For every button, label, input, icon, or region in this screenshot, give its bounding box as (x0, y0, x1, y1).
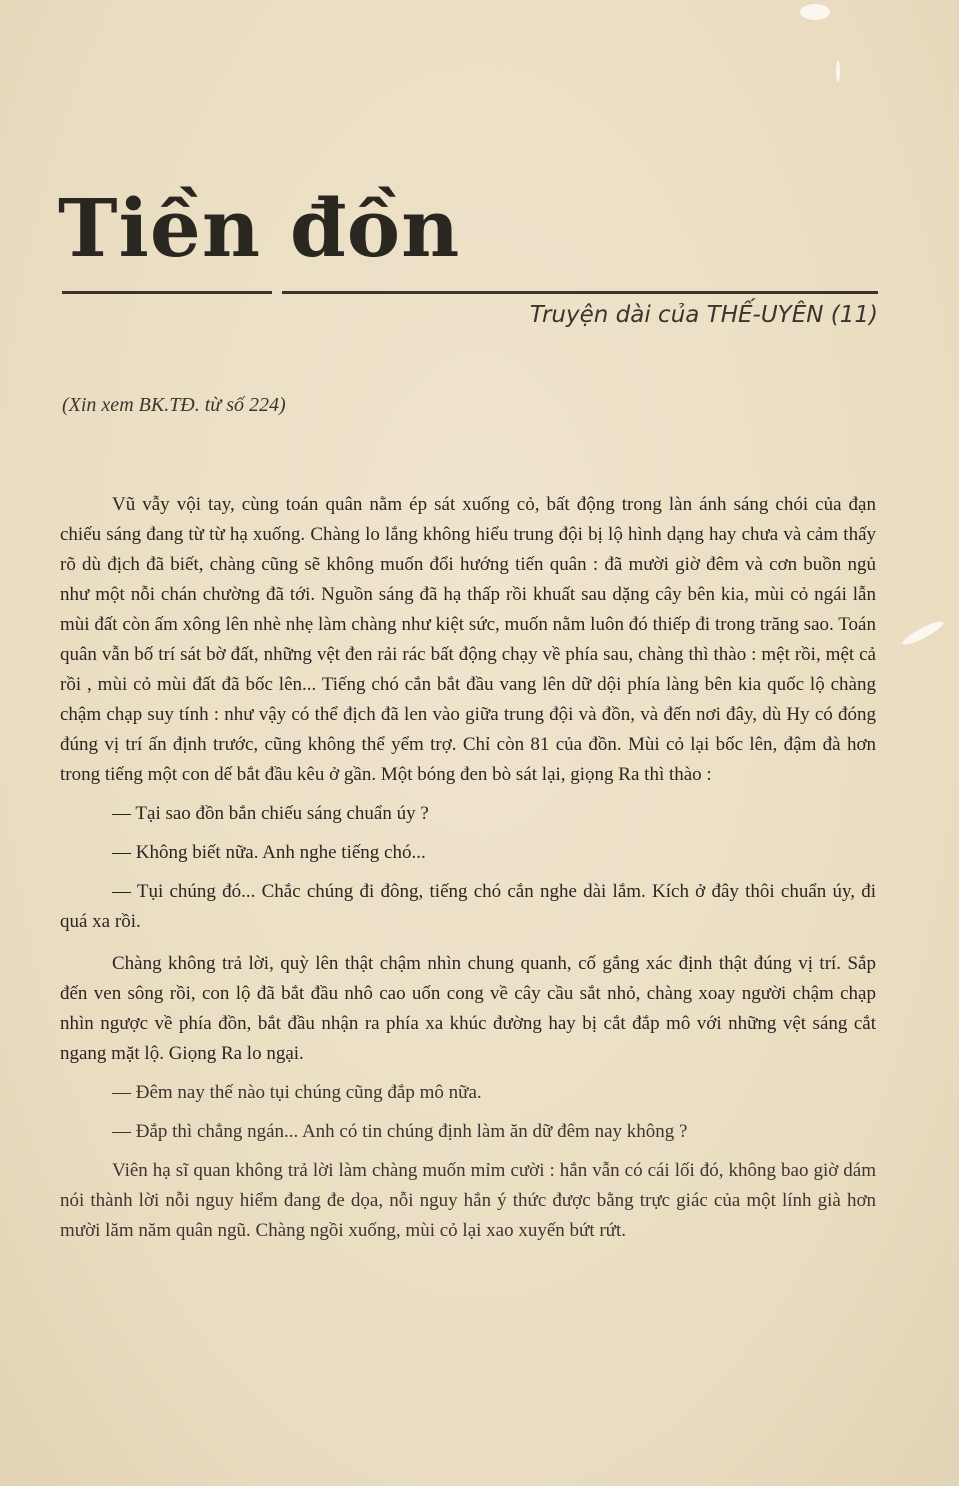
paper-damage-mark (900, 618, 945, 648)
dialog-line: — Không biết nữa. Anh nghe tiếng chó... (112, 842, 426, 863)
dialog-line: — Đêm nay thế nào tụi chúng cũng đắp mô nữa. (112, 1082, 482, 1103)
byline: Truyện dài của THẾ-UYÊN (11) (529, 302, 878, 328)
paper-damage-mark (800, 4, 830, 20)
title-rule-right (282, 291, 878, 294)
story-body (60, 490, 876, 1246)
story-title: Tiền đồn (58, 181, 461, 275)
paragraph-opening: Vũ vẫy vội tay, cùng toán quân nằm ép sát xuống cỏ, bất động trong làn ánh sáng chói của đạn chiếu sáng đang từ từ hạ xuống. Chàng lo lắng không hiểu trung đội bị lộ hình dạng hay chưa và cảm thấy rõ dù địch đã biết, chàng cũng sẽ không muốn đổi hướng tiến quân : đã mười giờ đêm và cơn buồn ngủ như một nỗi chán chường đã tới. Nguồn sáng đã hạ thấp rồi khuất sau dặng cây bên kia, mùi cỏ ngái lẫn mùi đất còn ấm xông lên nhè nhẹ làm chàng như kiệt sức, muốn nằm luôn đó thiếp đi trong trăng sao. Toán quân vẫn bố trí sát bờ đất, những vệt đen rải rác bất động chạy về phía sau, chàng thì thào : mệt rồi, mệt cả rồi , mùi cỏ mùi đất đã bốc lên... Tiếng chó cắn bắt đầu vang lên dữ dội phía làng bên kia quốc lộ chàng chậm chạp suy tính : như vậy có thể địch đã len vào giữa trung đội và đồn, và đến nơi đây, dù Hy có đóng đúng vị trí ấn định trước, cũng không thể yểm trợ. Chỉ còn 81 của đồn. Mùi cỏ lại bốc lên, đậm đà hơn trong tiếng một con dế bắt đầu kêu ở gần. Một bóng đen bò sát lại, giọng Ra thì thào : (60, 494, 876, 785)
title-rule-left (62, 291, 272, 294)
dialog-line: — Tại sao đồn bắn chiếu sáng chuẩn úy ? (112, 803, 429, 824)
paper-damage-mark (836, 60, 840, 82)
dialog-line: — Tụi chúng đó... Chắc chúng đi đông, tiếng chó cắn nghe dài lắm. Kích ở đây thôi chuẩn úy, đi quá xa rồi. (60, 881, 876, 932)
dialog-line: — Đắp thì chẳng ngán... Anh có tin chúng định làm ăn dữ đêm nay không ? (112, 1121, 688, 1142)
continuation-note: (Xin xem BK.TĐ. từ số 224) (62, 394, 286, 416)
paragraph-closing: Viên hạ sĩ quan không trả lời làm chàng muốn mỉm cười : hắn vẫn có cái lối đó, không bao giờ dám nói thành lời nỗi nguy hiểm đang đe dọa, nỗi nguy hắn ý thức được bằng trực giác của một lính già hơn mười lăm năm quân ngũ. Chàng ngồi xuống, mùi cỏ lại xao xuyến bứt rứt. (60, 1160, 876, 1241)
paragraph-narration: Chàng không trả lời, quỳ lên thật chậm nhìn chung quanh, cố gắng xác định thật đúng vị trí. Sắp đến ven sông rồi, con lộ đã bắt đầu nhô cao uốn cong về cây cầu sắt nhỏ, chàng xoay người chậm chạp nhìn ngược về phía đồn, bắt đầu nhận ra phía xa khúc đường hay bị cắt đắp mô với những vệt sáng cắt ngang mặt lộ. Giọng Ra lo ngại. (60, 953, 876, 1064)
